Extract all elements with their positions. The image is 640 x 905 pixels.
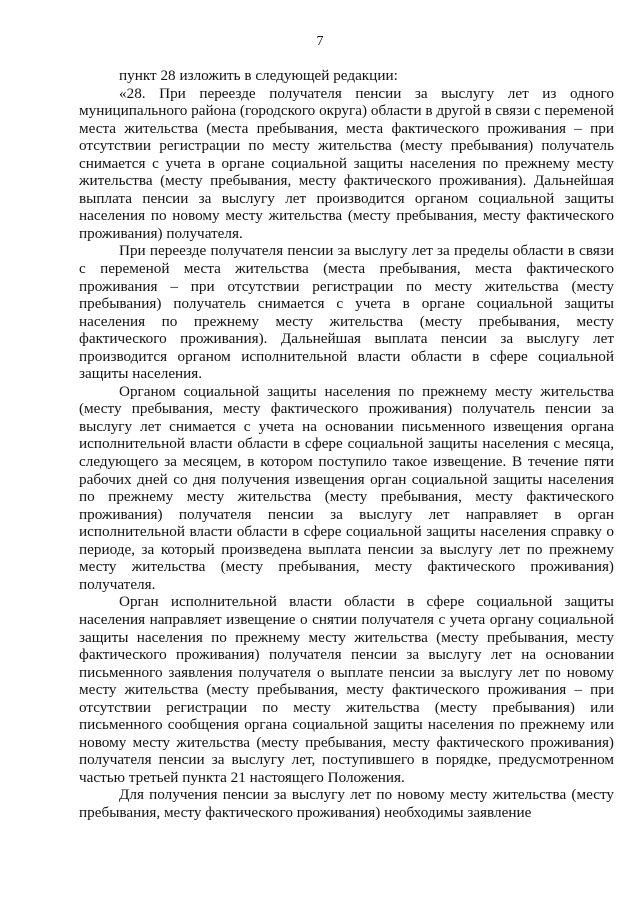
page-number: 7 [316,34,324,49]
paragraph-outside-region: При переезде получателя пенсии за выслугу лет за пределы области в связи с переменой места жительства (места пребывания, места фактического проживания – при отсутствии регистрации по месту жительства (месту пребывания) получатель снимается с учета в органе социальной защиты населения по прежнему месту жительства (месту пребывания, месту фактического проживания). Дальнейшая выплата пенсии за выслугу лет производится органом исполнительной власти области в сфере социальной защиты населения. [79,242,614,383]
intro-paragraph: пункт 28 изложить в следующей редакции: [119,67,398,84]
paragraph-application: Для получения пенсии за выслугу лет по новому месту жительства (месту пребывания, месту фактического проживания) необходимы заявление [79,786,614,821]
paragraph-item-28: «28. При переезде получателя пенсии за выслугу лет из одного муниципального района (городского округа) области в другой в связи с переменой места жительства (места пребывания, места фактического проживания – при отсутствии регистрации по месту жительства (месту пребывания) получатель снимается с учета в органе социальной защиты населения по прежнему месту жительства (месту пребывания, месту фактического проживания). Дальнейшая выплата пенсии за выслугу лет производится органом социальной защиты населения по новому месту жительства (месту пребывания, месту фактического проживания) получателя. [79,84,615,242]
document-body [79,67,614,822]
paragraph-deregistration: Органом социальной защиты населения по прежнему месту жительства (месту пребывания, месту фактического проживания) получатель пенсии за выслугу лет снимается с учета на основании письменного извещения органа исполнительной власти области в сфере социальной защиты населения с месяца, следующего за месяцем, в котором поступило такое извещение. В течение пяти рабочих дней со дня получения извещения орган социальной защиты населения по прежнему месту жительства (месту пребывания, месту фактического проживания) получателя пенсии за выслугу лет направляет в орган исполнительной власти области в сфере социальной защиты населения справку о периоде, за который произведена выплата пенсии за выслугу лет по прежнему месту жительства (месту пребывания, месту фактического проживания) получателя. [79,382,614,593]
paragraph-notification: Орган исполнительной власти области в сфере социальной защиты населения направляет извещение о снятии получателя с учета органу социальной защиты населения по прежнему месту жительства (месту пребывания, месту фактического проживания) получателя пенсии за выслугу лет на основании письменного заявления получателя о выплате пенсии за выслугу лет по новому месту жительства (месту пребывания, месту фактического проживания – при отсутствии регистрации по месту жительства (месту пребывания) или письменного сообщения органа социальной защиты населения по прежнему или новому месту жительства (месту пребывания, месту фактического проживания) получателя пенсии за выслугу лет, поступившего в порядке, предусмотренном частью третьей пункта 21 настоящего Положения. [79,593,614,786]
